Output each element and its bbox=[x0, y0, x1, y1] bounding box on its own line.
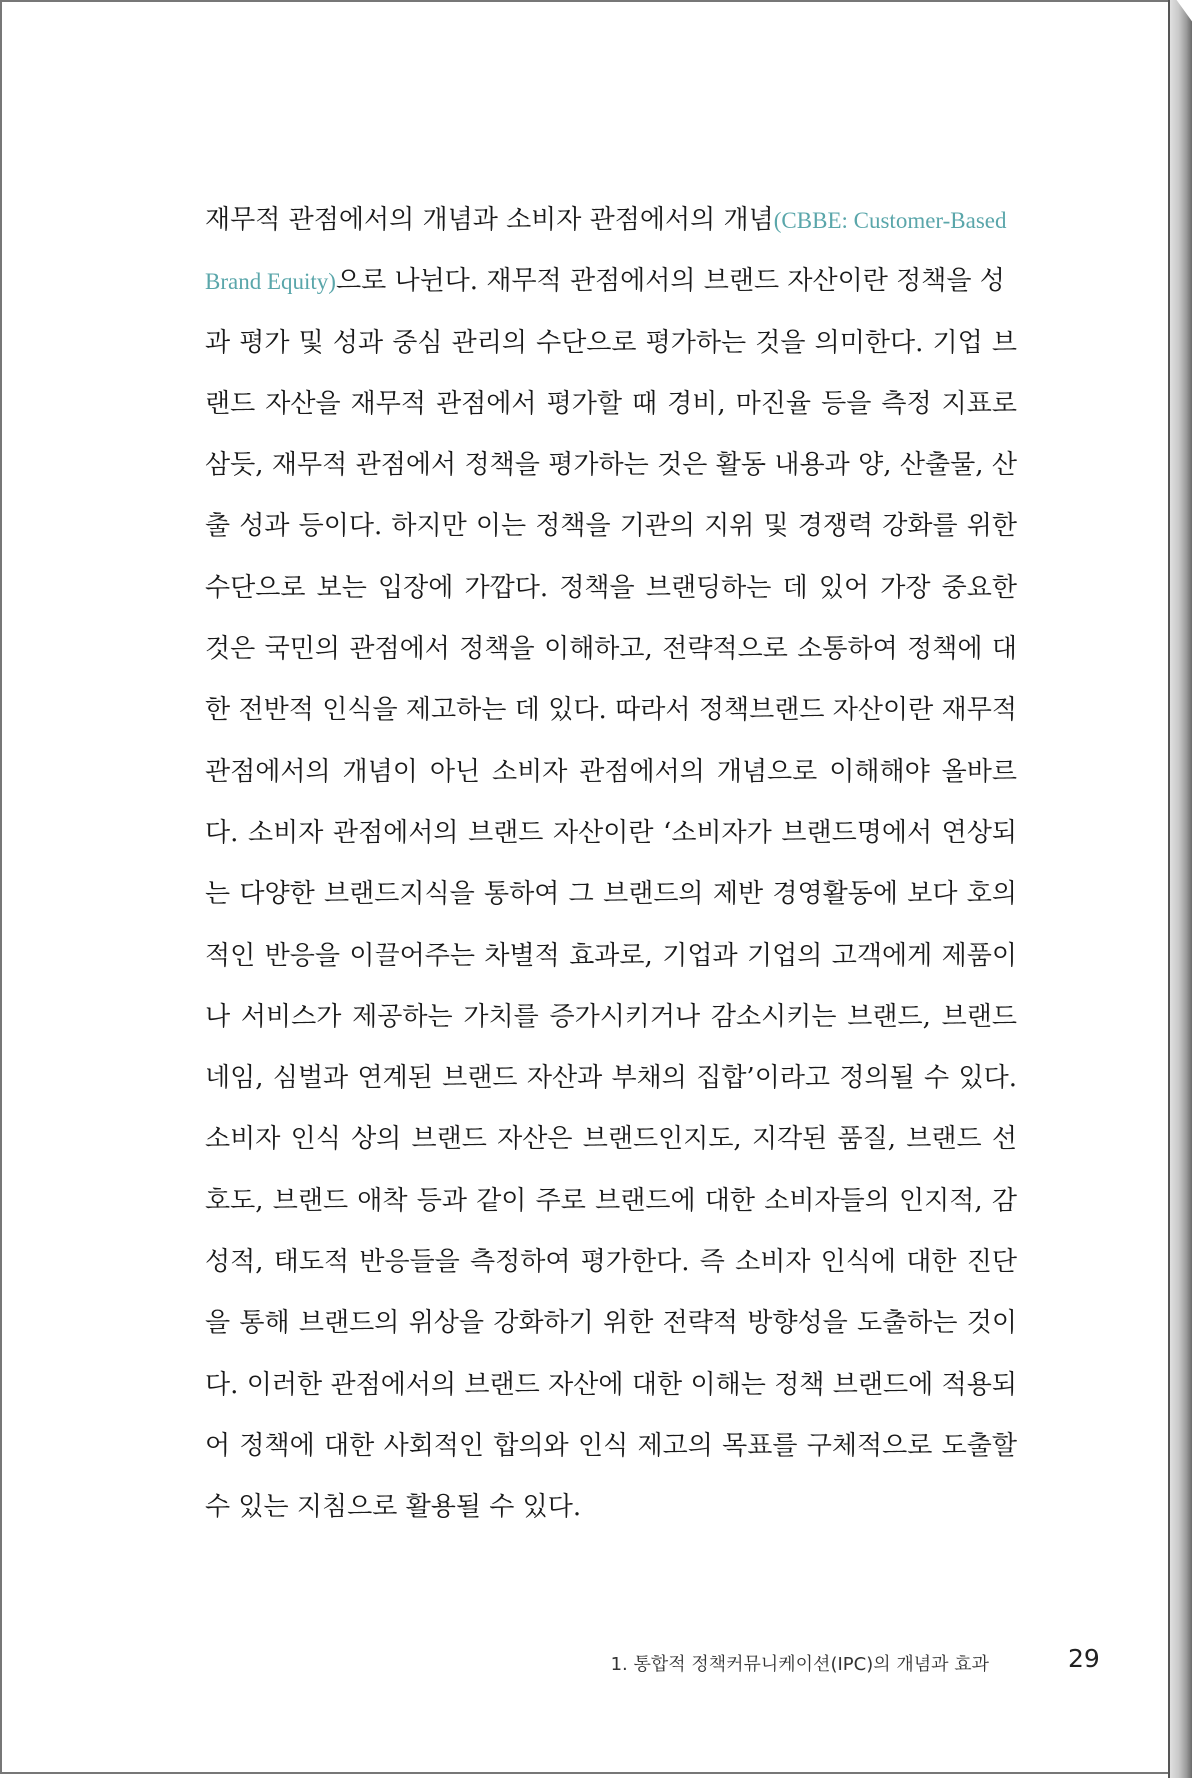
text-segment: 호도, 브랜드 애착 등과 같이 주로 브랜드에 대한 소비자들의 인지적, 감 bbox=[205, 1185, 1017, 1216]
text-line bbox=[205, 374, 1017, 435]
text-segment: 적인 반응을 이끌어주는 차별적 효과로, 기업과 기업의 고객에게 제품이 bbox=[205, 940, 1017, 971]
page-edge-shadow bbox=[1170, 0, 1192, 1778]
text-line bbox=[205, 864, 1017, 925]
text-segment: 을 통해 브랜드의 위상을 강화하기 위한 전략적 방향성을 도출하는 것이 bbox=[205, 1308, 1017, 1339]
text-segment: 으로 나뉜다. 재무적 관점에서의 브랜드 자산이란 정책을 성 bbox=[335, 266, 1005, 297]
citation-text: Brand Equity) bbox=[205, 269, 336, 295]
citation-text: (CBBE: Customer-Based bbox=[773, 208, 1007, 233]
text-line bbox=[205, 1293, 1017, 1354]
text-segment: 삼듯, 재무적 관점에서 정책을 평가하는 것은 활동 내용과 양, 산출물, 산 bbox=[205, 450, 1017, 481]
text-segment: 관점에서의 개념이 아닌 소비자 관점에서의 개념으로 이해해야 올바르 bbox=[205, 756, 1017, 787]
text-line bbox=[205, 680, 1017, 741]
text-segment: 출 성과 등이다. 하지만 이는 정책을 기관의 지위 및 경쟁력 강화를 위한 bbox=[205, 511, 1017, 542]
text-line bbox=[205, 435, 1017, 496]
text-line bbox=[205, 190, 1017, 251]
text-line-content bbox=[205, 190, 1006, 251]
text-line bbox=[205, 1109, 1017, 1170]
text-segment: 수단으로 보는 입장에 가깝다. 정책을 브랜딩하는 데 있어 가장 중요한 bbox=[205, 572, 1017, 603]
text-line bbox=[205, 313, 1017, 374]
text-segment: 것은 국민의 관점에서 정책을 이해하고, 전략적으로 소통하여 정책에 대 bbox=[205, 634, 1017, 665]
text-line bbox=[205, 558, 1017, 619]
text-line bbox=[205, 1477, 1017, 1538]
text-line bbox=[205, 926, 1017, 987]
text-segment: 다. 이러한 관점에서의 브랜드 자산에 대한 이해는 정책 브랜드에 적용되 bbox=[205, 1369, 1017, 1400]
running-title: 1. 통합적 정책커뮤니케이션(IPC)의 개념과 효과 bbox=[610, 1654, 989, 1675]
text-line bbox=[205, 742, 1017, 803]
text-segment: 과 평가 및 성과 중심 관리의 수단으로 평가하는 것을 의미한다. 기업 브 bbox=[205, 327, 1017, 358]
text-segment: 소비자 인식 상의 브랜드 자산은 브랜드인지도, 지각된 품질, 브랜드 선 bbox=[205, 1124, 1017, 1155]
text-line bbox=[205, 619, 1017, 680]
text-segment: 어 정책에 대한 사회적인 합의와 인식 제고의 목표를 구체적으로 도출할 bbox=[205, 1430, 1017, 1461]
text-line-content bbox=[205, 251, 1005, 312]
page-footer bbox=[2, 1644, 1172, 1684]
text-line bbox=[205, 987, 1017, 1048]
text-line bbox=[205, 1171, 1017, 1232]
text-segment: 재무적 관점에서의 개념과 소비자 관점에서의 개념 bbox=[205, 205, 774, 235]
text-segment: 성적, 태도적 반응들을 측정하여 평가한다. 즉 소비자 인식에 대한 진단 bbox=[205, 1247, 1017, 1278]
text-line bbox=[205, 803, 1017, 864]
text-segment: 네임, 심벌과 연계된 브랜드 자산과 부채의 집합’이라고 정의될 수 있다. bbox=[205, 1063, 1017, 1094]
text-segment: 는 다양한 브랜드지식을 통하여 그 브랜드의 제반 경영활동에 보다 호의 bbox=[205, 879, 1017, 910]
text-line bbox=[205, 251, 1017, 312]
text-line bbox=[205, 496, 1017, 557]
text-line bbox=[205, 1048, 1017, 1109]
text-line bbox=[205, 1232, 1017, 1293]
body-text bbox=[205, 190, 1017, 1539]
text-segment: 나 서비스가 제공하는 가치를 증가시키거나 감소시키는 브랜드, 브랜드 bbox=[205, 1001, 1017, 1032]
text-segment: 다. 소비자 관점에서의 브랜드 자산이란 ‘소비자가 브랜드명에서 연상되 bbox=[205, 817, 1017, 848]
text-segment: 한 전반적 인식을 제고하는 데 있다. 따라서 정책브랜드 자산이란 재무적 bbox=[205, 695, 1017, 726]
text-line bbox=[205, 1416, 1017, 1477]
text-line bbox=[205, 1355, 1017, 1416]
page-number: 29 bbox=[1068, 1644, 1100, 1673]
text-segment: 수 있는 지침으로 활용될 수 있다. bbox=[205, 1492, 582, 1523]
page-edge-line bbox=[1168, 0, 1170, 1778]
text-segment: 랜드 자산을 재무적 관점에서 평가할 때 경비, 마진율 등을 측정 지표로 bbox=[205, 388, 1017, 419]
